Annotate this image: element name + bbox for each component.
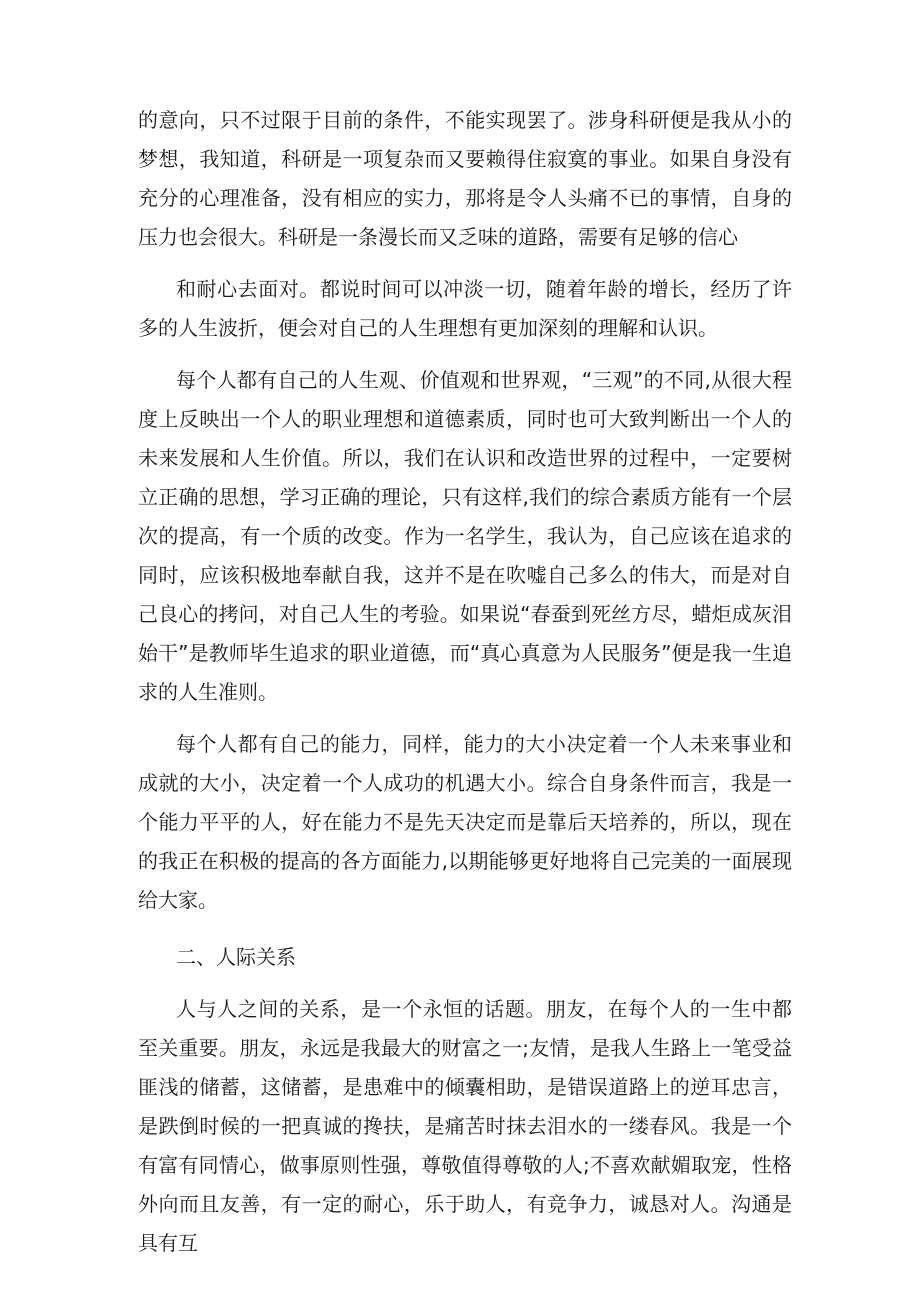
paragraph-patience: 和耐心去面对。都说时间可以冲淡一切，随着年龄的增长，经历了许多的人生波折，便会对自己的人生理想有更加深刻的理解和认识。 — [138, 277, 792, 340]
paragraph-ability: 每个人都有自己的能力，同样，能力的大小决定着一个人未来事业和成就的大小，决定着一个人成功的机遇大小。综合自身条件而言，我是一个能力平平的人，好在能力不是先天决定而是靠后天培养的，所以，现在的我正在积极的提高的各方面能力,以期能够更好地将自己完美的一面展现给大家。 — [138, 732, 792, 912]
body-text — [138, 101, 792, 1263]
paragraph-relationships: 人与人之间的关系，是一个永恒的话题。朋友，在每个人的一生中都至关重要。朋友，永远是我最大的财富之一;友情，是我人生路上一笔受益匪浅的储蓄，这储蓄，是患难中的倾囊相助，是错误道路上的逆耳忠言，是跌倒时候的一把真诚的搀扶，是痛苦时抹去泪水的一缕春风。我是一个有富有同情心，做事原则性强，尊敬值得尊敬的人;不喜欢献媚取宠，性格外向而且友善，有一定的耐心，乐于助人，有竞争力，诚恳对人。沟通是具有互 — [138, 997, 792, 1255]
section-heading-interpersonal: 二、人际关系 — [176, 945, 296, 969]
paragraph-worldview: 每个人都有自己的人生观、价值观和世界观，“三观”的不同,从很大程度上反映出一个人的职业理想和道德素质，同时也可大致判断出一个人的未来发展和人生价值。所以，我们在认识和改造世界的过程中，一定要树立正确的思想，学习正确的理论，只有这样,我们的综合素质方能有一个层次的提高，有一个质的改变。作为一名学生，我认为，自己应该在追求的同时，应该积极地奉献自我，这并不是在吹嘘自己多么的伟大，而是对自己良心的拷问，对自己人生的考验。如果说“春蚕到死丝方尽，蜡炬成灰泪始干”是教师毕生追求的职业道德，而“真心真意为人民服务”便是我一生追求的人生准则。 — [138, 368, 792, 704]
paragraph-continuation: 的意向，只不过限于目前的条件，不能实现罢了。涉身科研便是我从小的梦想，我知道，科研是一项复杂而又要赖得住寂寞的事业。如果自身没有充分的心理准备，没有相应的实力，那将是令人头痛不已的事情，自身的压力也会很大。科研是一条漫长而又乏味的道路，需要有足够的信心 — [138, 108, 792, 249]
